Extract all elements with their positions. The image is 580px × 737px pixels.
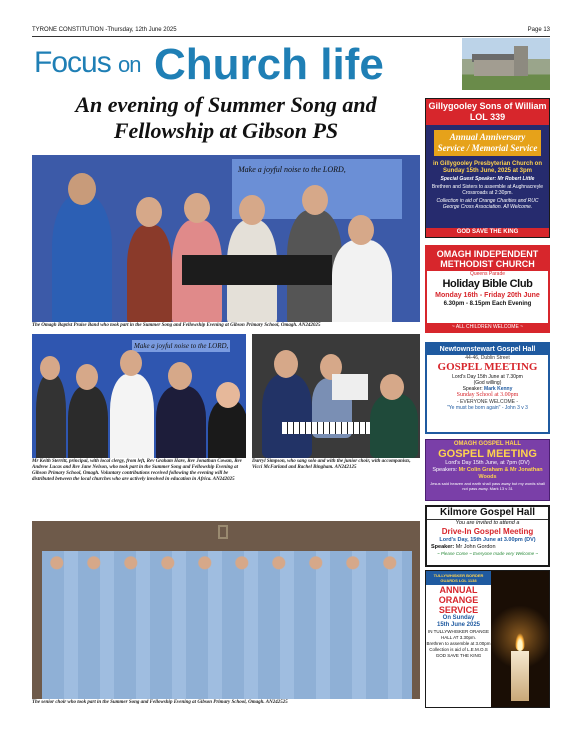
caption-photo2: Mr Keith Sterritt, principal, with local clergy, from left, Rev Graham Hare, Rev Jonathan Cowan, Rev Andrew Lucas and Rev Jane Nelson, who took part in the Summer Song and Fellowship Evening at Gibson Primary School, Omagh. Voluntary contributions received following the evening will be distributed between the local churches who are actively involved in education in Africa. AN242025 bbox=[32, 459, 242, 482]
sheet-music bbox=[332, 374, 368, 400]
ad-tullywhisker: TULLYWHISKER BORDER GUARDS LOL 1138 ANNUAL ORANGE SERVICE On Sunday 15th June 2025 IN TULLYWHISKER ORANGE HALL AT 3.30pm. Brethren to assemble at 3.00pm Collection is aid of L.E.M.O.S GOD SAVE THE KING bbox=[425, 570, 550, 708]
caption-photo1: The Omagh Baptist Praise Band who took part in the Summer Song and Fellowship Evening at Gibson Primary School, Omagh. AN242025 bbox=[32, 323, 321, 328]
candle-photo bbox=[491, 571, 549, 707]
photo-praise-band bbox=[32, 155, 420, 322]
ad-omagh-methodist: OMAGH INDEPENDENT METHODIST CHURCH Queens Parade Holiday Bible Club Monday 16th - Friday 20th June 6.30pm - 8.15pm Each Evening ~ ALL CHILDREN WELCOME ~ bbox=[425, 245, 550, 333]
ad-newtownstewart: Newtownstewart Gospel Hall 44-46, Dublin Street GOSPEL MEETING Lord's Day 15th June at 7.30pm (God willing) Speaker: Mark Kenny Sunday School at 3.00pm - EVERYONE WELCOME - "Ye must be born again" - John 3 v 3 bbox=[425, 342, 550, 434]
section-masthead bbox=[32, 38, 550, 90]
page-number: Page 13 bbox=[527, 27, 550, 33]
photo-soloist bbox=[252, 334, 420, 458]
church-photo bbox=[462, 38, 550, 90]
photo-clergy: Make a joyful noise to the LORD, bbox=[32, 334, 246, 458]
ad-omagh-gospel-hall: OMAGH GOSPEL HALL GOSPEL MEETING Lord's Day 15th June, at 7pm (DV) Speakers: Mr Colin Graham & Mr Jonathan Woods Jesus said heaven and earth shall pass away but my words shall not pass away. Mark 13 v 31 bbox=[425, 439, 550, 501]
publication-line: TYRONE CONSTITUTION -Thursday, 12th June 2025 bbox=[32, 27, 177, 33]
photo-senior-choir bbox=[32, 521, 420, 699]
wall-cross bbox=[218, 525, 228, 539]
caption-photo4: The senior choir who took part in the Summer Song and Fellowship Evening at Gibson Primary School, Omagh. AN242525 bbox=[32, 700, 288, 705]
choir-children bbox=[42, 551, 412, 699]
article-headline: An evening of Summer Song and Fellowship at Gibson PS bbox=[75, 92, 377, 143]
caption-photo3: Darryl Simpson, who sang solo and with the junior choir, with accompanists, Vicci McFarland and Rachel Bingham. AN242125 bbox=[252, 459, 411, 470]
ad-gillygooley: Gillygooley Sons of William LOL 339 Annual Anniversary Service / Memorial Service in Gillygooley Presbyterian Church on Sunday 15th June, 2025 at 3pm Special Guest Speaker: Mr Robert Little Brethren and Sisters to assemble at Aughnacreyle Crossroads at 2:30pm. Collection in aid of Orange Charities and RUC George Cross Association. All Welcome. GOD SAVE THE KING bbox=[425, 98, 550, 238]
keyboard bbox=[182, 255, 332, 285]
flame-icon bbox=[515, 633, 525, 651]
masthead-church-life: Church life bbox=[154, 40, 384, 89]
banner: Make a joyful noise to the LORD, bbox=[232, 159, 402, 219]
masthead-focus: Focus on bbox=[34, 46, 141, 79]
page-header bbox=[32, 27, 550, 37]
ad-kilmore: Kilmore Gospel Hall You are invited to attend a Drive-In Gospel Meeting Lord's Day, 15th June at 3.00pm (DV) Speaker: Mr John Gordon ~ Please Come ~ Everyone made very Welcome ~ bbox=[425, 505, 550, 567]
